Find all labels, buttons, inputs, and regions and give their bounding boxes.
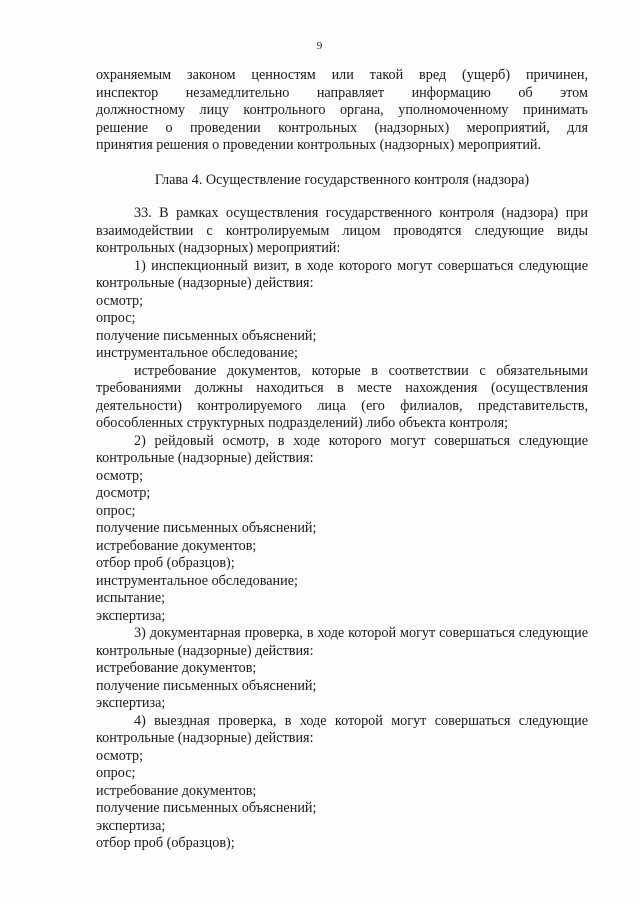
section-heading: 1) инспекционный визит, в ходе которого могут совершаться следующие контрольные (надзорные) действия: bbox=[96, 257, 588, 291]
list-item: осмотр; bbox=[96, 747, 144, 764]
intro-line: решение о проведении контрольных (надзорных) мероприятий, для bbox=[96, 119, 588, 136]
section-continuation: истребование документов, которые в соответствии с обязательными требованиями должны находиться в месте нахождения (осуществления деятельности) контролируемого лица (его филиалов, представительств, обособленных структурных подразделений) либо объекта контроля; bbox=[96, 362, 588, 431]
list-item: истребование документов; bbox=[96, 782, 257, 799]
list-item: опрос; bbox=[96, 765, 136, 781]
list-item: опрос; bbox=[96, 310, 136, 326]
list-item: инструментальное обследование; bbox=[96, 572, 298, 589]
list-item: досмотр; bbox=[96, 485, 151, 501]
list-item: получение письменных объяснений; bbox=[96, 520, 317, 536]
list-item: получение письменных объяснений; bbox=[96, 800, 317, 816]
section-heading: 2) рейдовый осмотр, в ходе которого могут совершаться следующие контрольные (надзорные) действия: bbox=[96, 432, 588, 466]
list-item: опрос; bbox=[96, 502, 136, 519]
intro-line: охраняемым законом ценностям или такой вред (ущерб) причинен, bbox=[96, 67, 588, 83]
list-item: отбор проб (образцов); bbox=[96, 835, 235, 851]
list-item: инструментальное обследование; bbox=[96, 345, 298, 361]
list-item: экспертиза; bbox=[96, 607, 166, 624]
list-item: осмотр; bbox=[96, 292, 144, 309]
list-item: истребование документов; bbox=[96, 660, 257, 676]
list-item: экспертиза; bbox=[96, 817, 166, 834]
list-item: получение письменных объяснений; bbox=[96, 677, 317, 694]
list-item: испытание; bbox=[96, 590, 166, 606]
list-item: экспертиза; bbox=[96, 695, 166, 711]
chapter-title: Глава 4. Осуществление государственного контроля (надзора) bbox=[154, 171, 530, 188]
page-number: 9 bbox=[316, 40, 323, 52]
document-body bbox=[96, 67, 588, 853]
intro-line: принятия решения о проведении контрольных (надзорных) мероприятий. bbox=[96, 137, 542, 153]
list-item: получение письменных объяснений; bbox=[96, 327, 317, 344]
list-item: истребование документов; bbox=[96, 537, 257, 554]
list-item: отбор проб (образцов); bbox=[96, 555, 235, 571]
section-heading: 4) выездная проверка, в ходе которой могут совершаться следующие контрольные (надзорные) действия: bbox=[96, 712, 588, 746]
intro-line: инспектор незамедлительно направляет информацию об этом bbox=[96, 84, 588, 101]
list-item: осмотр; bbox=[96, 467, 144, 484]
intro-line: должностному лицу контрольного органа, уполномоченному принимать bbox=[96, 102, 588, 118]
clause-33: 33. В рамках осуществления государственного контроля (надзора) при взаимодействии с контролируемым лицом проводятся следующие виды контрольных (надзорных) мероприятий: bbox=[96, 205, 588, 256]
section-heading: 3) документарная проверка, в ходе которой могут совершаться следующие контрольные (надзорные) действия: bbox=[96, 625, 588, 659]
intro-paragraph bbox=[96, 67, 588, 155]
